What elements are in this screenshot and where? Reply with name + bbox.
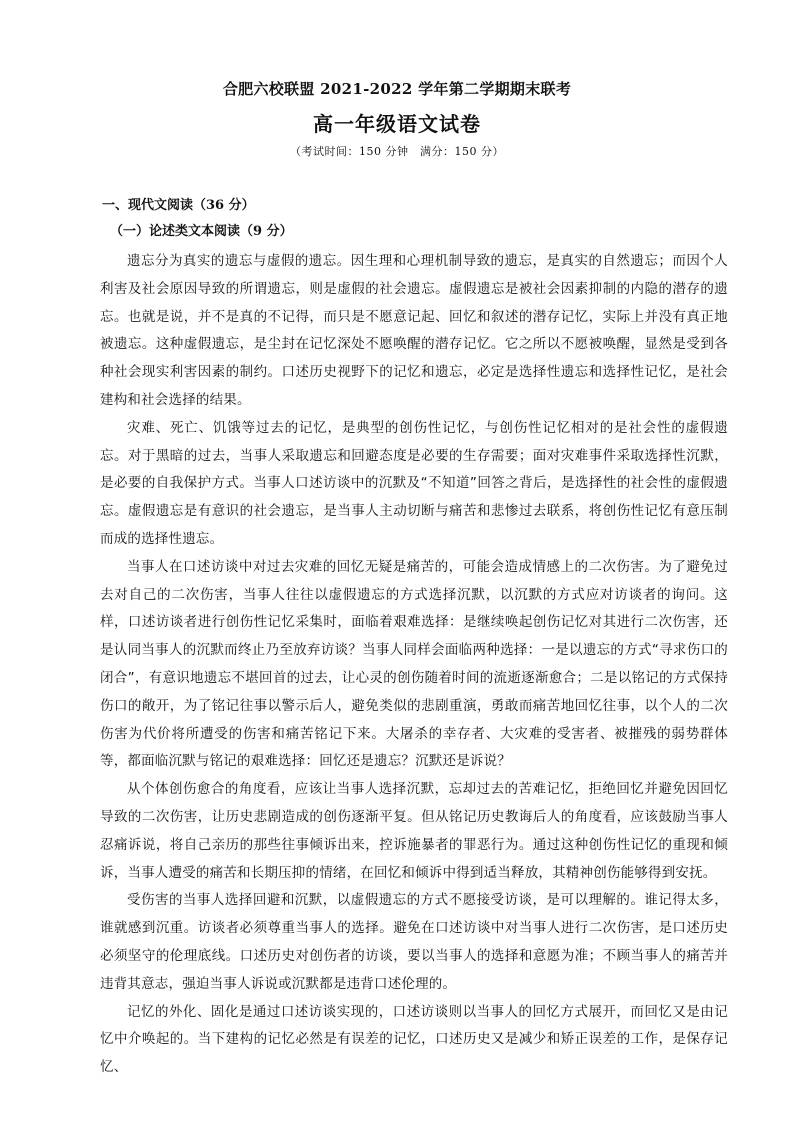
passage-paragraph-6: 记忆的外化、固化是通过口述访谈实现的，口述访谈则以当事人的回忆方式展开，而回忆又是由记忆中介唤起的。当下建构的记忆必然是有误差的记忆，口述历史又是减少和矫正误差的工作，是保存记忆、 [100,1003,728,1076]
section-title: 一、现代文阅读（36 分） [102,198,255,213]
subsection-title: （一）论述类文本阅读（9 分） [110,224,293,239]
paper-title: 高一年级语文试卷 [313,112,481,136]
reading-passage [100,248,728,1082]
passage-paragraph-2: 灾难、死亡、饥饿等过去的记忆，是典型的创伤性记忆，与创伤性记忆相对的是社会性的虚假遗忘。对于黑暗的过去，当事人采取遗忘和回避态度是必要的生存需要；面对灾难事件采取选择性沉默，是必要的自我保护方式。当事人口述访谈中的沉默及“不知道”回答之背后，是选择性的社会性的虚假遗忘。虚假遗忘是有意识的社会遗忘，是当事人主动切断与痛苦和悲惨过去联系，将创伤性记忆有意压制而成的选择性遗忘。 [100,419,728,547]
exam-title: 合肥六校联盟 2021-2022 学年第二学期期末联考 [222,80,572,98]
passage-paragraph-1: 遗忘分为真实的遗忘与虚假的遗忘。因生理和心理机制导致的遗忘，是真实的自然遗忘；而因个人利害及社会原因导致的所谓遗忘，则是虚假的社会遗忘。虚假遗忘是被社会因素抑制的内隐的潜存的遗忘。也就是说，并不是真的不记得，而只是不愿意记起、回忆和叙述的潜存记忆，实际上并没有真正地被遗忘。这种虚假遗忘，是尘封在记忆深处不愿唤醒的潜存记忆。它之所以不愿被唤醒，显然是受到各种社会现实利害因素的制约。口述历史视野下的记忆和遗忘，必定是选择性遗忘和选择性记忆，是社会建构和社会选择的结果。 [100,253,728,408]
passage-paragraph-5: 受伤害的当事人选择回避和沉默，以虚假遗忘的方式不愿接受访谈，是可以理解的。谁记得太多，谁就感到沉重。访谈者必须尊重当事人的选择。避免在口述访谈中对当事人进行二次伤害，是口述历史必须坚守的伦理底线。口述历史对创伤者的访谈，要以当事人的选择和意愿为准；不顾当事人的痛苦并违背其意志，强迫当事人诉说或沉默都是违背口述伦理的。 [100,892,728,992]
exam-header [66,78,728,160]
exam-info: （考试时间：150 分钟 满分：150 分） [290,145,504,158]
passage-paragraph-4: 从个体创伤愈合的角度看，应该让当事人选择沉默，忘却过去的苦难记忆，拒绝回忆并避免因回忆导致的二次伤害，让历史悲剧造成的创伤逐渐平复。但从铭记历史教诲后人的角度看，应该鼓励当事人忍痛诉说，将自己亲历的那些往事倾诉出来，控诉施暴者的罪恶行为。通过这种创伤性记忆的重现和倾诉，当事人遭受的痛苦和长期压抑的情绪，在回忆和倾诉中得到适当释放，其精神创伤能够得到安抚。 [100,781,728,881]
passage-paragraph-3: 当事人在口述访谈中对过去灾难的回忆无疑是痛苦的，可能会造成情感上的二次伤害。为了避免过去对自己的二次伤害，当事人往往以虚假遗忘的方式选择沉默，以沉默的方式应对访谈者的询问。这样，口述访谈者进行创伤性记忆采集时，面临着艰难选择：是继续唤起创伤记忆对其进行二次伤害，还是认同当事人的沉默而终止乃至放弃访谈？当事人同样会面临两种选择：一是以遗忘的方式“寻求伤口的闭合”，有意识地遗忘不堪回首的过去，让心灵的创伤随着时间的流逝逐渐愈合；二是以铭记的方式保持伤口的敞开，为了铭记往事以警示后人，避免类似的悲剧重演，勇敢而痛苦地回忆往事，以个人的二次伤害为代价将所遭受的伤害和痛苦铭记下来。大屠杀的幸存者、大灾难的受害者、被摧残的弱势群体等，都面临沉默与铭记的艰难选择：回忆还是遗忘？沉默还是诉说？ [100,558,728,770]
